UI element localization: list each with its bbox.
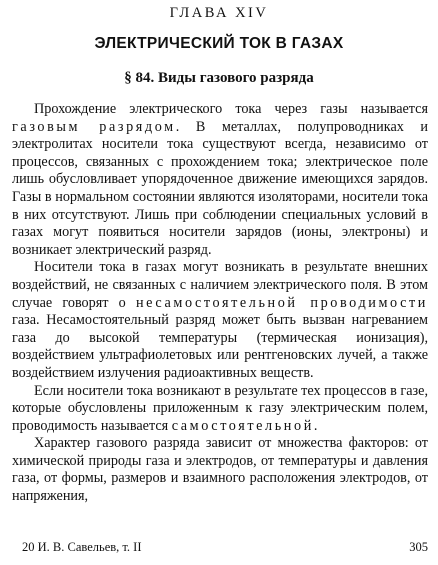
- paragraph-4-text: Характер газового разряда зависит от множества факторов: от химической природы газа и электродов, от температуры и давления газа, от формы, размеров и взаимного расположения электродов, от напряжения,: [12, 435, 428, 505]
- paragraph-3-text-cont: .: [313, 417, 318, 434]
- paragraph-1-text: Прохождение электрического тока через газы называется: [34, 101, 428, 117]
- paragraph-2-text: Носители тока в газах могут возникать в результате внешних воздействий, не связанных с наличием электрического поля. В этом случае говорят о: [12, 259, 428, 311]
- body-text: [12, 101, 428, 506]
- term-self-conductivity: самостоятельной: [171, 417, 314, 434]
- paragraph-1-text-cont: . В металлах, полупроводниках и электролитах носители тока существуют всегда, независимо от процессов, связанных с прохождением тока; электрическое поле лишь обусловливает упорядоченное движение имеющихся зарядов. Газы в нормальном состоянии являются изоляторами, носители тока в них отсутствуют. Лишь при соблюдении специальных условий в газах могут появиться носители зарядов (ионы, электроны) и возникает электрический разряд.: [12, 118, 428, 258]
- signature-mark: 20 И. В. Савельев, т. II: [22, 540, 142, 554]
- paragraph-2-text-cont: газа. Несамостоятельный разряд может быть вызван нагреванием газа до высокой температуры (термическая ионизация), воздействием ультрафиолетовых или рентгеновских лучей, а также воздействием излучения радиоактивных веществ.: [12, 312, 428, 381]
- paragraph-3: [12, 383, 428, 436]
- paragraph-4: [12, 435, 428, 505]
- term-gas-discharge: газовым разрядом: [12, 118, 176, 135]
- paragraph-3-text: Если носители тока возникают в результате тех процессов в газе, которые обусловлены приложенным к газу электрическим полем, проводимость называется: [12, 382, 428, 434]
- page-number: 305: [409, 540, 428, 554]
- paragraph-2: [12, 259, 428, 382]
- section-heading: § 84. Виды газового разряда: [124, 70, 314, 86]
- term-non-self-conductivity: несамостоятельной проводимости: [135, 294, 428, 311]
- chapter-heading: ГЛАВА XIV: [169, 5, 269, 21]
- chapter-title: ЭЛЕКТРИЧЕСКИЙ ТОК В ГАЗАХ: [94, 35, 344, 52]
- paragraph-1: [12, 101, 428, 259]
